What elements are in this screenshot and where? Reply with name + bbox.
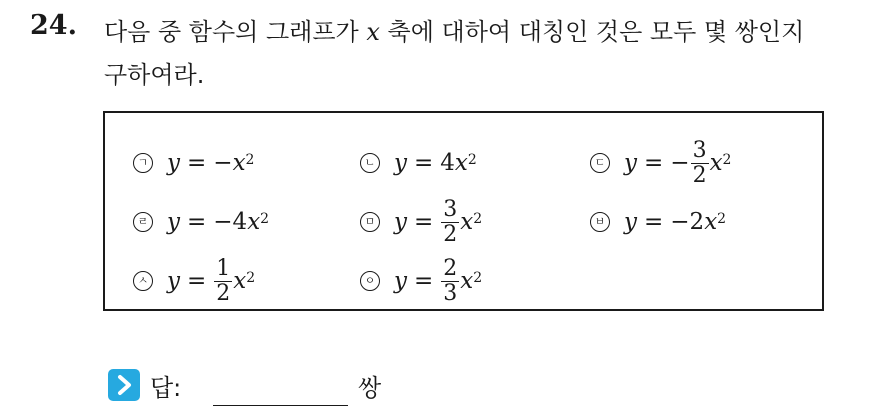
option-eq: =: [644, 150, 664, 176]
option-var: x: [709, 150, 723, 176]
option-var: x: [460, 209, 474, 235]
option-1: [133, 138, 254, 188]
fraction-numerator: 1: [216, 255, 231, 281]
fraction-denominator: 3: [443, 280, 458, 306]
option-marker: ㅇ: [360, 271, 380, 291]
option-eq: =: [187, 150, 207, 176]
option-var: x: [233, 268, 247, 294]
option-lhs: y: [167, 209, 180, 235]
option-eq: =: [187, 209, 207, 235]
option-7: [133, 256, 255, 306]
option-exp: 2: [467, 152, 477, 168]
option-eq: =: [187, 268, 207, 294]
option-var: x: [232, 150, 246, 176]
option-coef: −4: [213, 209, 248, 235]
option-coef: −: [213, 150, 233, 176]
option-marker: ㄴ: [360, 153, 380, 173]
option-6: [590, 197, 726, 247]
option-exp: 2: [246, 270, 256, 286]
question-text-line-1: [104, 12, 804, 47]
option-marker: ㅅ: [133, 271, 153, 291]
fraction-numerator: 2: [443, 255, 458, 281]
option-marker: ㄱ: [133, 153, 153, 173]
option-lhs: y: [624, 150, 637, 176]
option-lhs: y: [167, 268, 180, 294]
option-2: [360, 138, 477, 188]
option-var: x: [247, 209, 261, 235]
answer-label: 답:: [150, 374, 182, 402]
option-exp: 2: [245, 152, 255, 168]
option-exp: 2: [260, 211, 270, 227]
option-lhs: y: [394, 268, 407, 294]
option-coef: −2: [670, 209, 705, 235]
option-lhs: y: [394, 150, 407, 176]
fraction-numerator: 3: [692, 137, 707, 163]
option-3: [590, 138, 731, 188]
option-exp: 2: [722, 152, 732, 168]
option-coef: 4: [440, 150, 455, 176]
option-lhs: y: [624, 209, 637, 235]
option-marker: ㄷ: [590, 153, 610, 173]
option-eq: =: [414, 209, 434, 235]
option-eq: =: [414, 150, 434, 176]
option-marker: ㄹ: [133, 212, 153, 232]
question-variable: x: [366, 18, 380, 46]
option-eq: =: [414, 268, 434, 294]
answer-arrow-icon: [108, 369, 140, 401]
option-lhs: y: [167, 150, 180, 176]
option-eq: =: [644, 209, 664, 235]
question-number: 24.: [30, 10, 77, 41]
option-exp: 2: [717, 211, 727, 227]
option-sign: −: [670, 150, 690, 176]
fraction-denominator: 2: [443, 221, 458, 247]
option-fraction: [214, 255, 232, 306]
option-marker: ㅁ: [360, 212, 380, 232]
option-fraction: [441, 255, 459, 306]
question-text-line-2: 구하여라.: [104, 61, 205, 89]
option-8: [360, 256, 482, 306]
option-exp: 2: [473, 211, 483, 227]
fraction-denominator: 2: [216, 280, 231, 306]
option-var: x: [454, 150, 468, 176]
answer-input-line[interactable]: [213, 405, 348, 406]
option-marker: ㅂ: [590, 212, 610, 232]
option-var: x: [460, 268, 474, 294]
question-text-after: 축에 대하여 대칭인 것은 모두 몇 쌍인지: [379, 18, 805, 46]
question-text-before: 다음 중 함수의 그래프가: [104, 18, 367, 46]
option-fraction: [441, 196, 459, 247]
fraction-denominator: 2: [692, 162, 707, 188]
answer-unit: 쌍: [358, 374, 382, 402]
option-4: [133, 197, 269, 247]
option-5: [360, 197, 482, 247]
options-box: [103, 111, 824, 311]
option-fraction: [691, 137, 709, 188]
fraction-numerator: 3: [443, 196, 458, 222]
option-exp: 2: [473, 270, 483, 286]
option-lhs: y: [394, 209, 407, 235]
option-var: x: [704, 209, 718, 235]
